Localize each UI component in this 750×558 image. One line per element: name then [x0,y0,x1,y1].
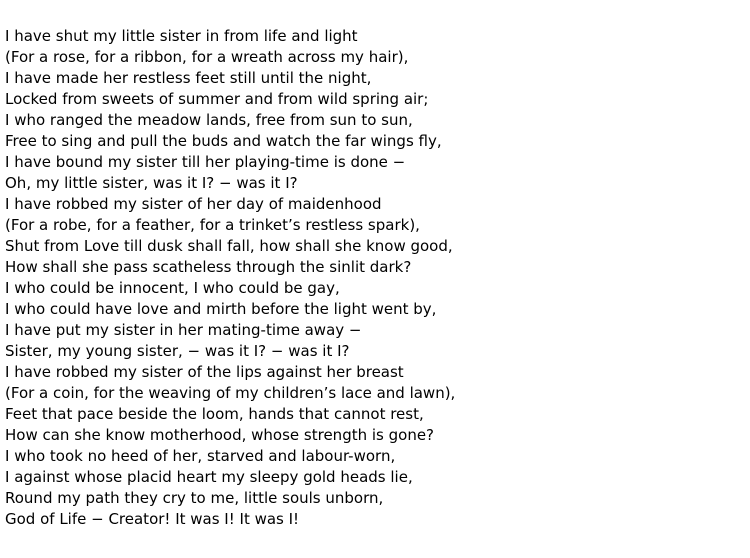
poem-line: I who could be innocent, I who could be gay, [5,279,340,297]
poem-line: Shut from Love till dusk shall fall, how shall she know good, [5,237,453,255]
poem-line: Sister, my young sister, − was it I? − was it I? [5,342,350,360]
poem-line: (For a robe, for a feather, for a trinket’s restless spark), [5,216,420,234]
poem-line: I have robbed my sister of the lips against her breast [5,363,404,381]
poem-line: Round my path they cry to me, little souls unborn, [5,489,384,507]
poem-line: I who ranged the meadow lands, free from sun to sun, [5,111,413,129]
poem-line: I have made her restless feet still until the night, [5,69,372,87]
poem-line: How shall she pass scatheless through the sinlit dark? [5,258,412,276]
poem-line: I against whose placid heart my sleepy gold heads lie, [5,468,413,486]
poem-line: (For a coin, for the weaving of my children’s lace and lawn), [5,384,456,402]
poem-line: Feet that pace beside the loom, hands that cannot rest, [5,405,424,423]
poem-line: I have shut my little sister in from life and light [5,27,358,45]
poem-line: Oh, my little sister, was it I? − was it I? [5,174,298,192]
poem-line: Free to sing and pull the buds and watch the far wings fly, [5,132,442,150]
poem-line: I have robbed my sister of her day of maidenhood [5,195,382,213]
poem-line: I who could have love and mirth before the light went by, [5,300,437,318]
poem-line: I who took no heed of her, starved and labour-worn, [5,447,396,465]
poem-line: How can she know motherhood, whose strength is gone? [5,426,435,444]
poem-line: I have put my sister in her mating-time away − [5,321,362,339]
poem-line: God of Life − Creator! It was I! It was I! [5,510,300,528]
poem-line: Locked from sweets of summer and from wild spring air; [5,90,429,108]
poem-line: I have bound my sister till her playing-time is done − [5,153,406,171]
poem-line: (For a rose, for a ribbon, for a wreath across my hair), [5,48,409,66]
poem-text [5,26,455,530]
